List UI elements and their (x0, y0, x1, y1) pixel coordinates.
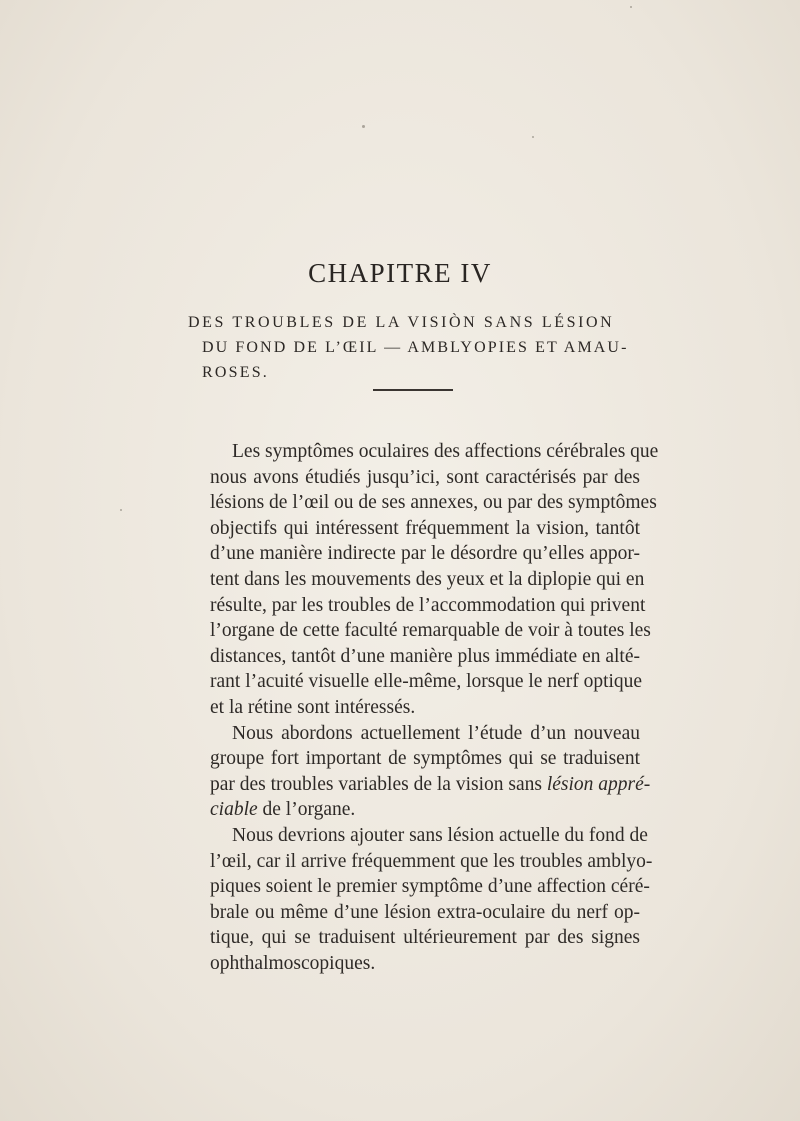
text-line: et la rétine sont intéressés. (210, 696, 416, 718)
text-line: piques soient le premier symptôme d’une affection céré- (210, 876, 650, 898)
text-line: l’œil, car il arrive fréquemment que les troubles amblyo- (210, 850, 653, 872)
paragraph-3 (188, 823, 653, 977)
text-line: lésions de l’œil ou de ses annexes, ou par des symptômes (210, 492, 657, 514)
italic-term: ciable (210, 799, 258, 821)
text-line: ophthalmoscopiques. (210, 952, 376, 974)
text-line: résulte, par les troubles de l’accommodation qui privent (210, 594, 646, 616)
text-line: distances, tantôt d’une manière plus immédiate en alté- (210, 645, 640, 667)
text-line (188, 772, 651, 798)
heading-line: ROSES. (202, 364, 269, 381)
text-line: brale ou même d’une lésion extra-oculaire du nerf op- (210, 901, 640, 923)
text-line: tent dans les mouvements des yeux et la diplopie qui en (210, 568, 645, 590)
text-line (188, 797, 640, 823)
italic-term: lésion appré- (546, 773, 651, 795)
heading-line: DES TROUBLES DE LA VISIÒN SANS LÉSION (188, 314, 615, 331)
paper-speck (120, 509, 122, 511)
chapter-title: CHAPITRE IV (308, 258, 492, 288)
text-line: objectifs qui intéressent fréquemment la vision, tantôt (210, 517, 640, 539)
paragraph-2 (188, 721, 651, 823)
heading-line: DU FOND DE L’ŒIL — AMBLYOPIES ET AMAU- (202, 339, 629, 356)
paper-speck (630, 6, 632, 8)
text-line: d’une manière indirecte par le désordre qu’elles appor- (210, 543, 640, 565)
section-heading (188, 310, 643, 385)
paper-speck (362, 125, 365, 128)
text-line: tique, qui se traduisent ultérieurement par des signes (210, 927, 640, 949)
text-run: de l’organe. (257, 799, 356, 821)
body-text (188, 439, 659, 976)
text-line: Nous devrions ajouter sans lésion actuelle du fond de (232, 824, 648, 846)
text-run: par des troubles variables de la vision sans (210, 773, 547, 795)
paragraph-1 (188, 439, 659, 721)
text-line: nous avons étudiés jusqu’ici, sont caractérisés par des (210, 466, 640, 488)
paper-speck (532, 136, 534, 138)
text-line: rant l’acuité visuelle elle-même, lorsque le nerf optique (210, 671, 643, 693)
text-line: Nous abordons actuellement l’étude d’un nouveau (232, 722, 640, 744)
section-divider (373, 389, 453, 391)
text-line: groupe fort important de symptômes qui se traduisent (210, 748, 640, 770)
text-line: l’organe de cette faculté remarquable de voir à toutes les (210, 620, 651, 642)
text-line: Les symptômes oculaires des affections cérébrales que (232, 441, 659, 462)
